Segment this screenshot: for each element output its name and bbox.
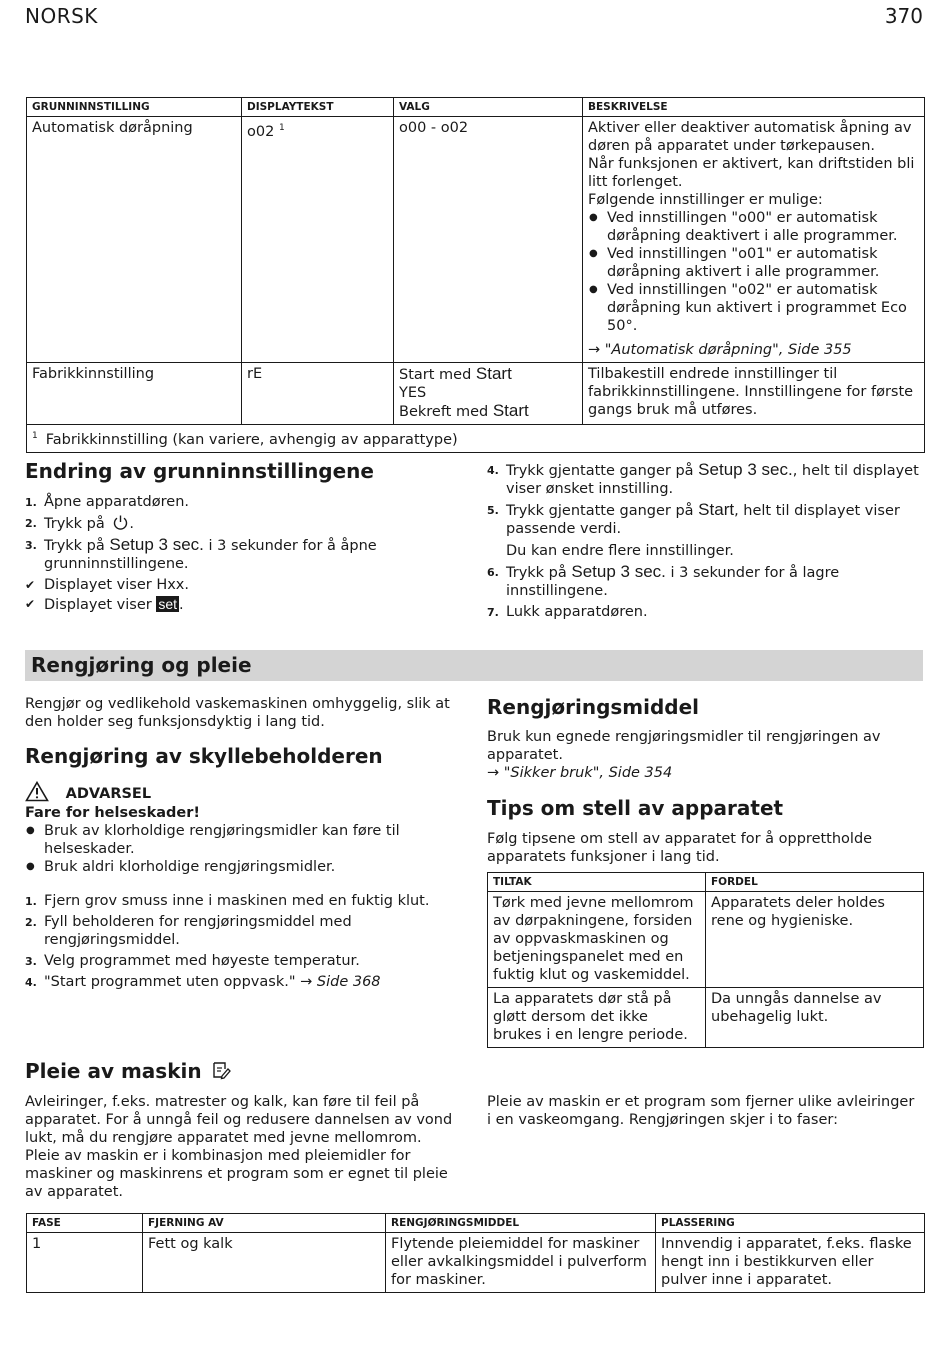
col-header-benefit: FORDEL <box>706 873 924 892</box>
options-bullet-list <box>588 209 916 335</box>
list-item: 1. Åpne apparatdøren. <box>25 494 189 510</box>
care-header-row <box>27 1214 925 1233</box>
tips-table <box>487 872 924 1048</box>
setup-key-label: Setup 3 sec. <box>109 535 204 554</box>
section-title: Tips om stell av apparatet <box>487 796 784 820</box>
table-row <box>488 988 924 1048</box>
list-item: ● Ved innstillingen "o02" er automatisk døråpning kun aktivert i programmet Eco 50°. <box>588 281 916 335</box>
section-band-title: Rengjøring og pleie <box>31 653 252 677</box>
section-title: Pleie av maskin <box>25 1059 231 1083</box>
display-text: rE <box>242 363 394 425</box>
table-row <box>27 117 925 363</box>
list-item: 7. Lukk apparatdøren. <box>487 604 648 620</box>
cross-reference-link[interactable]: → "Sikker bruk", Side 354 <box>487 765 673 781</box>
dispenser-steps <box>25 892 453 994</box>
display-value: o02 <box>247 123 275 140</box>
list-item: ● Bruk aldri klorholdige rengjøringsmidler. <box>25 858 453 876</box>
list-item: 1. Fjern grov smuss inne i maskinen med en fuktig klut. <box>25 893 430 909</box>
machine-care-icon <box>211 1060 231 1080</box>
tip-benefit: Da unngås dannelse av ubehagelig lukt. <box>706 988 924 1048</box>
result-item: ✔ Displayet viser Hxx. <box>25 577 189 593</box>
list-item: 4. Trykk gjentatte ganger på Setup 3 sec., helt til displayet viser ønsket innstilling. <box>487 460 919 497</box>
setup-key-label: Setup 3 sec. <box>571 562 666 581</box>
col-header-options: VALG <box>394 98 583 117</box>
list-item: 3. Trykk på Setup 3 sec. i 3 sekunder for å åpne grunninnstillingene. <box>25 535 377 572</box>
warning-box <box>25 781 453 876</box>
result-item: ✔ Displayet viser set . <box>25 596 184 613</box>
col-header-placement: PLASSERING <box>656 1214 925 1233</box>
start-key-label: Start <box>698 500 735 519</box>
care-right-text: Pleie av maskin er et program som fjerner ulike avleiringer i en vaskeomgang. Rengjøringen skjer i to faser: <box>487 1094 915 1128</box>
cross-reference-link[interactable]: → "Automatisk døråpning", Side 355 <box>588 342 852 358</box>
tip-action: Tørk med jevne mellomrom av dørpakningene, forsiden av oppvaskmaskinen og betjeningspanelet med en fuktig klut og vaskemiddel. <box>488 892 706 988</box>
setting-description <box>583 117 925 363</box>
tip-benefit: Apparatets deler holdes rene og hygieniske. <box>706 892 924 988</box>
language-header: NORSK <box>25 4 98 28</box>
col-header-action: TILTAK <box>488 873 706 892</box>
description-line: Følgende innstillinger er mulige: <box>588 192 823 208</box>
cross-reference-link[interactable]: → Side 368 <box>295 974 381 990</box>
setting-name: Automatisk døråpning <box>27 117 242 363</box>
start-key-label: Start <box>475 364 512 383</box>
col-header-phase: FASE <box>27 1214 143 1233</box>
description-line: Når funksjonen er aktivert, kan driftstiden bli litt forlenget. <box>588 156 915 190</box>
col-header-description: BESKRIVELSE <box>583 98 925 117</box>
list-item: 3. Velg programmet med høyeste temperatur. <box>25 953 360 969</box>
check-icon: ✔ <box>25 578 36 592</box>
list-item: 5. Trykk gjentatte ganger på Start, helt til displayet viser passende verdi. <box>487 500 900 537</box>
power-icon <box>112 514 129 531</box>
col-header-agent: RENGJØRINGSMIDDEL <box>386 1214 656 1233</box>
col-header-removal: FJERNING AV <box>143 1214 386 1233</box>
list-item: 4. "Start programmet uten oppvask." → Side 368 <box>25 974 381 990</box>
list-item: ● Ved innstillingen "o00" er automatisk døråpning deaktivert i alle programmer. <box>588 209 916 245</box>
check-icon: ✔ <box>25 597 36 611</box>
step-note: Du kan endre flere innstillinger. <box>506 543 734 559</box>
list-item: ● Ved innstillingen "o01" er automatisk døråpning aktivert i alle programmer. <box>588 245 916 281</box>
table-row <box>27 363 925 425</box>
tip-action: La apparatets dør stå på gløtt dersom det ikke brukes i en lengre periode. <box>488 988 706 1048</box>
set-display-badge: set <box>158 596 178 612</box>
setting-name: Fabrikkinnstilling <box>27 363 242 425</box>
setup-key-label: Setup 3 sec. <box>698 460 793 479</box>
table-row <box>488 892 924 988</box>
agent-text: Bruk kun egnede rengjøringsmidler til rengjøringen av apparatet. <box>487 729 881 763</box>
list-item: 2. Fyll beholderen for rengjøringsmiddel med rengjøringsmiddel. <box>25 914 352 948</box>
section-band <box>25 650 923 681</box>
col-header-setting: GRUNNINNSTILLING <box>27 98 242 117</box>
list-item: 6. Trykk på Setup 3 sec. i 3 sekunder for å lagre innstillingene. <box>487 562 840 599</box>
cleaning-intro: Rengjør og vedlikehold vaskemaskinen omhyggelig, slik at den holder seg funksjonsdyktig i lang tid. <box>25 696 450 730</box>
care-left-text: Avleiringer, f.eks. matrester og kalk, kan føre til feil på apparatet. For å unngå feil og redusere dannelsen av vond lukt, må du rengjøre apparatet med jevne mellomrom. Pleie av maskin er i kombinasjon med pleiemidler for maskiner og maskinrens et program som er egnet til pleie av apparatet. <box>25 1094 453 1200</box>
phase-removal: Fett og kalk <box>143 1233 386 1293</box>
tips-header-row <box>488 873 924 892</box>
col-header-display: DISPLAYTEKST <box>242 98 394 117</box>
list-item: ● Bruk av klorholdige rengjøringsmidler kan føre til helseskader. <box>25 822 453 858</box>
warning-icon <box>25 781 49 802</box>
settings-header-row <box>27 98 925 117</box>
setting-description: Tilbakestill endrede innstillinger til fabrikkinnstillingene. Innstillingene for første gangs bruk må utføres. <box>583 363 925 425</box>
steps-list-right <box>487 461 923 624</box>
option-values: o00 - o02 <box>394 117 583 363</box>
warning-heading: Fare for helseskader! <box>25 805 200 821</box>
phase-number: 1 <box>27 1233 143 1293</box>
section-title: Rengjøring av skyllebeholderen <box>25 744 383 768</box>
description-line: Aktiver eller deaktiver automatisk åpning av døren på apparatet under tørkepausen. <box>588 120 912 154</box>
section-title: Rengjøringsmiddel <box>487 695 700 719</box>
page-number: 370 <box>884 4 923 28</box>
section-title: Endring av grunninnstillingene <box>25 459 374 483</box>
phase-placement: Innvendig i apparatet, f.eks. flaske hengt inn i bestikkurven eller pulver inne i apparatet. <box>656 1233 925 1293</box>
tips-text: Følg tipsene om stell av apparatet for å opprettholde apparatets funksjoner i lang tid. <box>487 831 873 865</box>
table-row <box>27 1233 925 1293</box>
warning-bullets <box>25 822 453 876</box>
settings-table <box>26 97 925 453</box>
list-item: 2. Trykk på . <box>25 516 134 532</box>
start-key-label: Start <box>492 401 529 420</box>
table-footnote: $^1$ Fabrikkinnstilling (kan variere, avhengig av apparattype) <box>27 425 925 453</box>
steps-list-left <box>25 493 455 617</box>
care-phase-table <box>26 1213 925 1293</box>
footnote-row <box>27 425 925 453</box>
display-text <box>242 117 394 363</box>
footnote-mark: 1 <box>278 123 285 133</box>
phase-agent: Flytende pleiemiddel for maskiner eller avkalkingsmiddel i pulverform for maskiner. <box>386 1233 656 1293</box>
warning-label: ADVARSEL <box>65 786 152 802</box>
option-values: Start med Start YES Bekreft med Start <box>394 363 583 425</box>
